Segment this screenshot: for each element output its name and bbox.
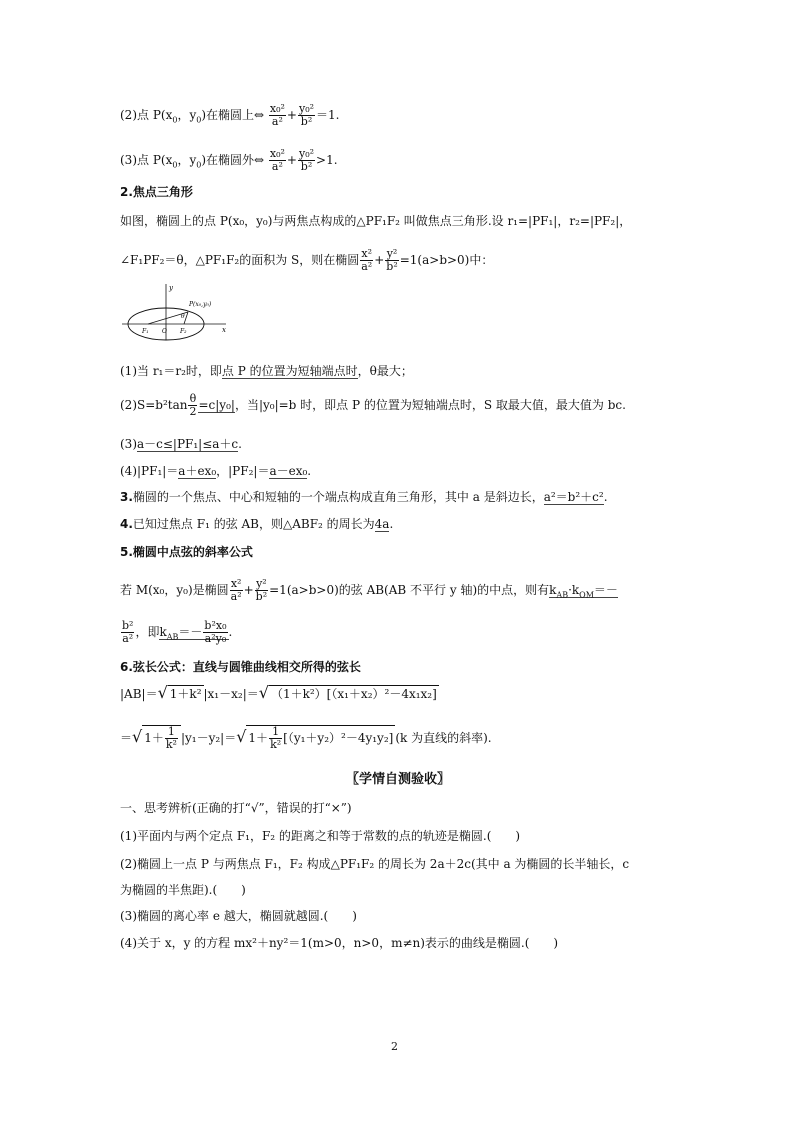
f1-label: F₁ <box>142 328 149 335</box>
exercise-4: (4)关于 x，y 的方程 mx²＋ny²＝1(m>0，n>0，m≠n)表示的曲线是椭圆.( ) <box>120 936 559 950</box>
fraction: $\frac{\text{b²x₀}}{\text{a²y₀}}$ <box>204 619 227 645</box>
item-4: (4)|PF₁|＝a＋ex₀，|PF₂|＝a－ex₀. <box>120 464 312 478</box>
fraction: $\frac{\text{b²}}{\text{a²}}$ <box>122 619 134 645</box>
heading-chord-length: 6.弦长公式：直线与圆锥曲线相交所得的弦长 <box>120 660 361 674</box>
heading-focal-triangle: 2.焦点三角形 <box>120 185 193 199</box>
formula-2: ＝√ 1＋ $\frac{1}{\text{k²}}$ |y₁－y₂|＝√ 1＋ $\frac{1}{\text{k²}}$ [（y₁＋y₂）²－4y₁y₂] (k 为直线的斜率). <box>120 725 492 751</box>
fraction: $\frac{\text{y₀²}}{\text{b²}}$ <box>298 102 315 128</box>
fraction: $\frac{\text{x²}}{\text{a²}}$ <box>361 247 373 273</box>
section-banner: 〖学情自测验收〗 <box>345 772 450 787</box>
point-4: 4.已知过焦点 F₁ 的弦 AB，则△ABF₂ 的周长为4a. <box>120 517 394 531</box>
theta-label: θ <box>181 313 185 320</box>
fraction: $\frac{\text{y²}}{\text{b²}}$ <box>386 247 398 273</box>
fraction: $\frac{\text{y₀²}}{\text{b²}}$ <box>298 147 315 173</box>
item-2: (2)S=b²tan $\frac{\theta}{2}$ =c|y₀|，当|y₀|=b 时，即点 P 的位置为短轴端点时，S 取最大值，最大值为 bc. <box>120 392 626 418</box>
exercise-2-cont: 为椭圆的半焦距).( ) <box>120 883 246 897</box>
exercise-3: (3)椭圆的离心率 e 越大，椭圆就越圆.( ) <box>120 909 357 923</box>
paragraph: 如图，椭圆上的点 P(x₀，y₀)与两焦点构成的△PF₁F₂ 叫做焦点三角形.设 r₁=|PF₁|，r₂=|PF₂|， <box>120 214 632 228</box>
heading-midpoint-chord: 5.椭圆中点弦的斜率公式 <box>120 545 253 559</box>
fraction: $\frac{\text{y²}}{\text{b²}}$ <box>255 577 268 603</box>
item-3: (3)a－c≤|PF₁|≤a＋c. <box>120 437 242 451</box>
page-number: 2 <box>391 1040 398 1053</box>
ellipse-figure <box>120 282 230 342</box>
point-3: 3.椭圆的一个焦点、中心和短轴的一个端点构成直角三角形，其中 a 是斜边长，a²＝b²＋c². <box>120 490 608 504</box>
paragraph: $\frac{\text{b²}}{\text{a²}}$ ，即$k_{AB}=-$ $\frac{\text{b²x₀}}{\text{a²y₀}}$ . <box>122 619 233 645</box>
formula-1: |AB|＝√ 1＋k² |x₁－x₂|＝√ （1＋k²）[（x₁＋x₂）²－4x₁x₂] <box>120 683 437 702</box>
fraction: $\frac{\theta}{2}$ <box>189 392 197 418</box>
line-point-outside-ellipse: (3)点 $P(x_0$，$y_0$)在椭圆外⇔ $\frac{\text{x₀²}}{\text{a²}}$ + $\frac{\text{y₀²}}{\text{b²}}$ >1. <box>120 147 338 173</box>
fraction: $\frac{\text{x₀²}}{\text{a²}}$ <box>269 102 285 128</box>
x-label: x <box>222 326 226 334</box>
exercise-2: (2)椭圆上一点 P 与两焦点 F₁，F₂ 构成△PF₁F₂ 的周长为 2a＋2c(其中 a 为椭圆的长半轴长，c <box>120 857 630 871</box>
item-1: (1)当 r₁＝r₂时，即点 P 的位置为短轴端点时，θ最大； <box>120 364 413 378</box>
fraction: $\frac{1}{\text{k²}}$ <box>270 725 282 751</box>
y-label: y <box>169 284 173 292</box>
p-label: P(x₀,y₀) <box>189 301 212 308</box>
fraction: $\frac{\text{x₀²}}{\text{a²}}$ <box>269 147 285 173</box>
f2-label: F₂ <box>180 328 187 335</box>
paragraph: ∠F₁PF₂＝θ，△PF₁F₂的面积为 S，则在椭圆 $\frac{\text{x²}}{\text{a²}}$ + $\frac{\text{y²}}{\text{b²}}$ =1(a>b>0)中： <box>120 247 494 273</box>
fraction: $\frac{\text{x²}}{\text{a²}}$ <box>230 577 242 603</box>
line-point-on-ellipse: (2)点 $P(x_0$，$y_0$)在椭圆上⇔ $\frac{\text{x₀²}}{\text{a²}}$ + $\frac{\text{y₀²}}{\text{b²}}$ ＝1. <box>120 102 340 128</box>
fraction: $\frac{1}{\text{k²}}$ <box>165 725 177 751</box>
o-label: O <box>162 328 167 335</box>
paragraph: 若 M(x₀，y₀)是椭圆 $\frac{\text{x²}}{\text{a²}}$ + $\frac{\text{y²}}{\text{b²}}$ =1(a>b>0)的弦 AB(AB 不平行 y 轴)的中点，则有$k_{AB}\cdot k_{OM}=-$ <box>120 577 618 603</box>
exercise-heading: 一、思考辨析(正确的打“√”，错误的打“×”) <box>120 801 352 815</box>
exercise-1: (1)平面内与两个定点 F₁，F₂ 的距离之和等于常数的点的轨迹是椭圆.( ) <box>120 829 521 843</box>
